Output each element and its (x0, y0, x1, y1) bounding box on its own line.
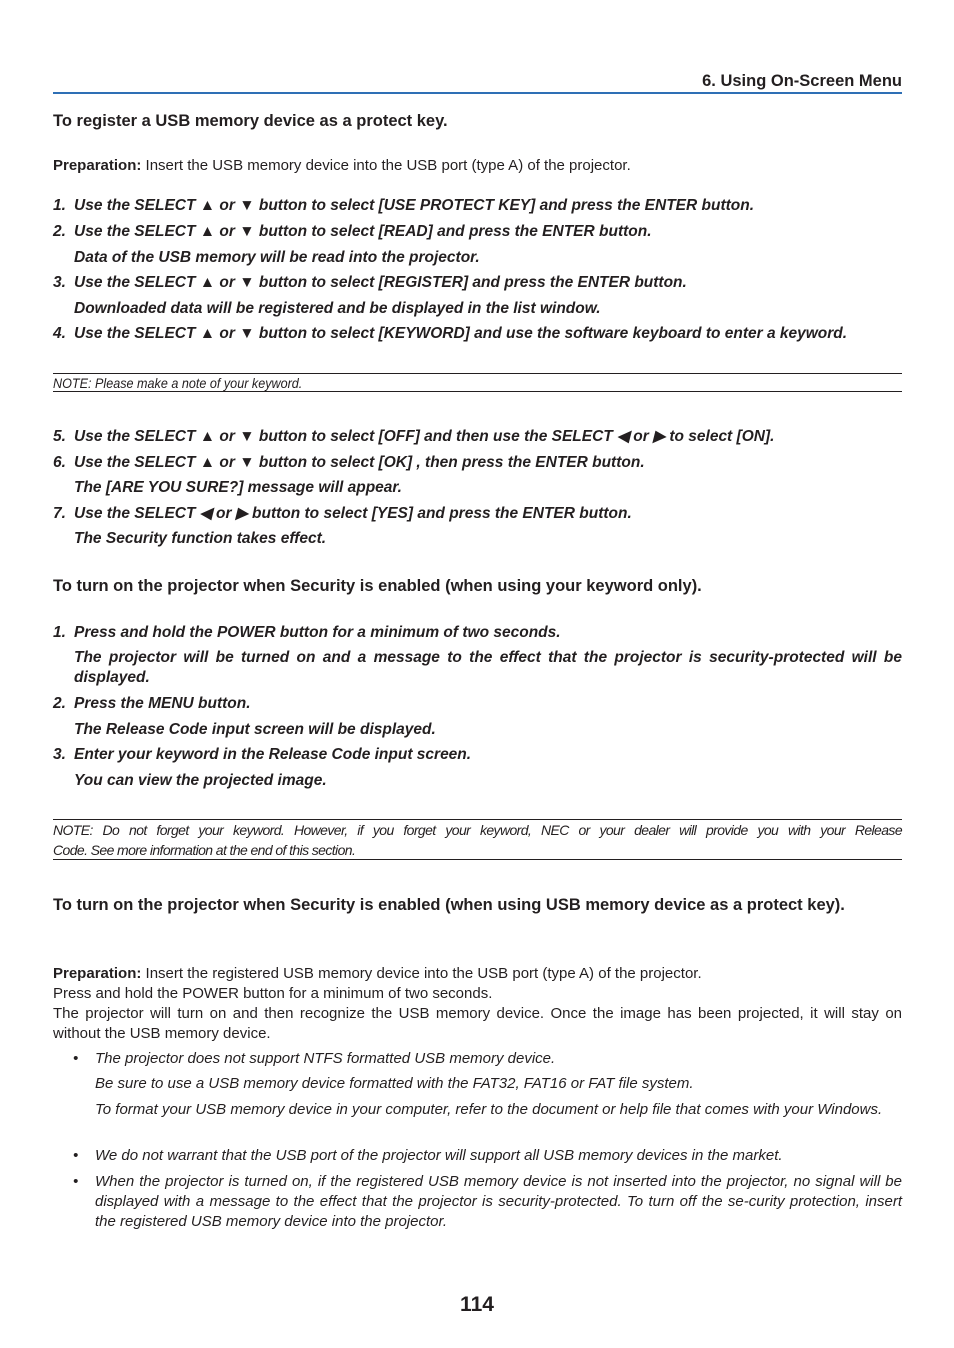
step-number: 4. (53, 325, 66, 342)
section3-line3: The projector will turn on and then recognize the USB memory device. Once the image has been projected, it will stay on without the USB memory device. (53, 1005, 902, 1042)
section3-preparation (53, 964, 902, 984)
step-number: 3. (53, 746, 66, 763)
bullet-dot: • (73, 1050, 79, 1067)
section2-title: To turn on the projector when Security is enabled (when using your keyword only). (53, 577, 702, 595)
note-text-line2: Code. See more information at the end of this section. (53, 842, 356, 858)
note-text: NOTE: Please make a note of your keyword. (53, 375, 303, 391)
bullet-dot: • (73, 1173, 79, 1190)
page-number: 114 (460, 1293, 494, 1316)
step-number: 2. (53, 695, 66, 712)
prep-label: Preparation: (53, 965, 142, 982)
step-text: Press the MENU button. (74, 695, 251, 712)
step-number: 1. (53, 624, 66, 641)
step-number: 1. (53, 197, 66, 214)
prep-label: Preparation: (53, 157, 142, 174)
step-text: You can view the projected image. (74, 772, 327, 789)
section-header (53, 72, 902, 94)
note-forget-keyword (53, 819, 902, 860)
step-text: Use the SELECT ▲ or ▼ button to select [REGISTER] and press the ENTER button. (74, 274, 687, 291)
note-keyword (53, 373, 902, 392)
step-number: 6. (53, 454, 66, 471)
prep-text: Insert the registered USB memory device into the USB port (type A) of the projector. (141, 965, 702, 982)
section3-title: To turn on the projector when Security is enabled (when using USB memory device as a protect key). (53, 896, 845, 914)
bullet-text: We do not warrant that the USB port of the projector will support all USB memory devices in the market. (95, 1147, 783, 1164)
section1-title: To register a USB memory device as a protect key. (53, 112, 448, 130)
section-title: 6. Using On-Screen Menu (702, 72, 902, 90)
step-text: Enter your keyword in the Release Code input screen. (74, 746, 472, 763)
step-text: The projector will be turned on and a message to the effect that the projector is security-protected will be displayed. (74, 649, 902, 686)
step-text: Use the SELECT ▲ or ▼ button to select [USE PROTECT KEY] and press the ENTER button. (74, 197, 755, 214)
step-text: Downloaded data will be registered and be displayed in the list window. (74, 300, 601, 317)
step-text: The [ARE YOU SURE?] message will appear. (74, 479, 402, 496)
note-text-line1: NOTE: Do not forget your keyword. However, if you forget your keyword, NEC or your dealer will provide you with your Release (53, 822, 902, 838)
step-text: Use the SELECT ▲ or ▼ button to select [READ] and press the ENTER button. (74, 223, 652, 240)
step-number: 2. (53, 223, 66, 240)
step-text: Use the SELECT ◀ or ▶ button to select [YES] and press the ENTER button. (74, 505, 632, 522)
step-text: The Security function takes effect. (74, 530, 327, 547)
bullet-text: The projector does not support NTFS formatted USB memory device. (95, 1050, 556, 1067)
step-text: Data of the USB memory will be read into the projector. (74, 249, 480, 266)
step-text: The Release Code input screen will be displayed. (74, 721, 436, 738)
bullet-dot: • (73, 1147, 79, 1164)
step-text: Use the SELECT ▲ or ▼ button to select [OK] , then press the ENTER button. (74, 454, 645, 471)
section1-preparation (53, 156, 902, 176)
step-number: 7. (53, 505, 66, 522)
step-number: 5. (53, 428, 66, 445)
bullet-text: To format your USB memory device in your computer, refer to the document or help file that comes with your Windows. (95, 1101, 883, 1118)
step-number: 3. (53, 274, 66, 291)
step-text: Use the SELECT ▲ or ▼ button to select [KEYWORD] and use the software keyboard to enter a keyword. (74, 325, 848, 342)
step-text: Press and hold the POWER button for a minimum of two seconds. (74, 624, 561, 641)
bullet-text: When the projector is turned on, if the registered USB memory device is not inserted into the projector, no signal will be displayed with a message to the effect that the projector is security-protected. To turn off the se-curity protection, insert the registered USB memory device into the projector. (95, 1173, 902, 1230)
prep-text: Insert the USB memory device into the USB port (type A) of the projector. (141, 157, 631, 174)
bullet-text: Be sure to use a USB memory device formatted with the FAT32, FAT16 or FAT file system. (95, 1075, 694, 1092)
step-text: Use the SELECT ▲ or ▼ button to select [OFF] and then use the SELECT ◀ or ▶ to select [ON]. (74, 428, 775, 445)
section3-line2: Press and hold the POWER button for a minimum of two seconds. (53, 985, 493, 1002)
